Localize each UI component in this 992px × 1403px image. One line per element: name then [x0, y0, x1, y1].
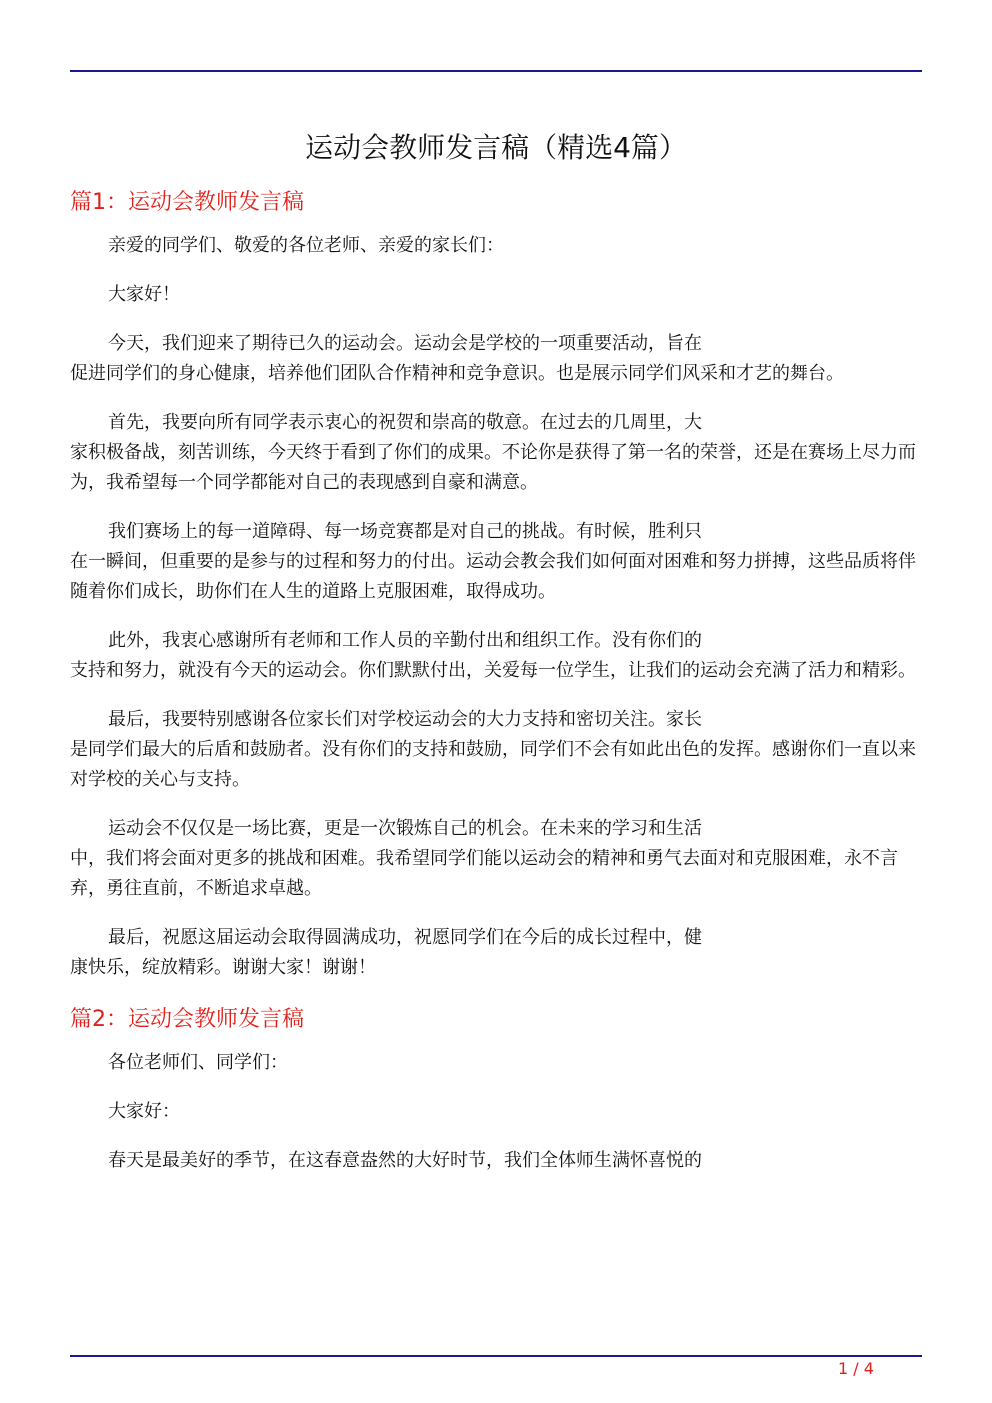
section-heading: 篇1：运动会教师发言稿	[70, 190, 304, 215]
paragraph-continuation: 在一瞬间，但重要的是参与的过程和努力的付出。运动会教会我们如何面对困难和努力拼搏，这些品质将伴随着你们成长，助你们在人生的道路上克服困难，取得成功。	[70, 551, 916, 602]
paragraph	[70, 923, 922, 983]
paragraph-first-line: 大家好！	[108, 284, 180, 305]
paragraph	[70, 408, 922, 498]
paragraph	[70, 280, 922, 310]
paragraph	[70, 517, 922, 607]
paragraph-continuation: 家积极备战，刻苦训练，今天终于看到了你们的成果。不论你是获得了第一名的荣誉，还是在赛场上尽力而为，我希望每一个同学都能对自己的表现感到自豪和满意。	[70, 442, 916, 493]
paragraph	[70, 1048, 922, 1078]
paragraph-first-line: 春天是最美好的季节，在这春意盎然的大好时节，我们全体师生满怀喜悦的	[108, 1150, 702, 1171]
paragraph-continuation: 支持和努力，就没有今天的运动会。你们默默付出，关爱每一位学生，让我们的运动会充满了活力和精彩。	[70, 660, 916, 681]
paragraph-first-line: 大家好：	[108, 1101, 180, 1122]
paragraph-first-line: 此外，我衷心感谢所有老师和工作人员的辛勤付出和组织工作。没有你们的	[108, 630, 702, 651]
paragraph	[70, 231, 922, 261]
paragraph-first-line: 我们赛场上的每一道障碍、每一场竞赛都是对自己的挑战。有时候，胜利只	[108, 521, 702, 542]
paragraph-first-line: 亲爱的同学们、敬爱的各位老师、亲爱的家长们：	[108, 235, 504, 256]
paragraph	[70, 1097, 922, 1127]
paragraph	[70, 329, 922, 389]
paragraph-first-line: 今天，我们迎来了期待已久的运动会。运动会是学校的一项重要活动，旨在	[108, 333, 702, 354]
paragraph	[70, 814, 922, 904]
document-body	[70, 185, 922, 1195]
paragraph-first-line: 运动会不仅仅是一场比赛，更是一次锻炼自己的机会。在未来的学习和生活	[108, 818, 702, 839]
document-title: 运动会教师发言稿（精选4篇）	[305, 131, 687, 164]
section-heading: 篇2：运动会教师发言稿	[70, 1007, 304, 1032]
page-number: 1 / 4	[838, 1359, 874, 1378]
paragraph-first-line: 最后，我要特别感谢各位家长们对学校运动会的大力支持和密切关注。家长	[108, 709, 702, 730]
header-rule	[70, 70, 922, 72]
paragraph-first-line: 各位老师们、同学们：	[108, 1052, 288, 1073]
paragraph-continuation: 促进同学们的身心健康，培养他们团队合作精神和竞争意识。也是展示同学们风采和才艺的舞台。	[70, 363, 844, 384]
footer-rule	[70, 1355, 922, 1357]
paragraph-continuation: 是同学们最大的后盾和鼓励者。没有你们的支持和鼓励，同学们不会有如此出色的发挥。感谢你们一直以来对学校的关心与支持。	[70, 739, 916, 790]
paragraph-continuation: 康快乐，绽放精彩。谢谢大家！谢谢！	[70, 957, 376, 978]
paragraph	[70, 705, 922, 795]
paragraph	[70, 626, 922, 686]
paragraph-continuation: 中，我们将会面对更多的挑战和困难。我希望同学们能以运动会的精神和勇气去面对和克服困难，永不言弃，勇往直前，不断追求卓越。	[70, 848, 898, 899]
paragraph-first-line: 最后，祝愿这届运动会取得圆满成功，祝愿同学们在今后的成长过程中，健	[108, 927, 702, 948]
paragraph-first-line: 首先，我要向所有同学表示衷心的祝贺和崇高的敬意。在过去的几周里，大	[108, 412, 702, 433]
paragraph	[70, 1146, 922, 1176]
